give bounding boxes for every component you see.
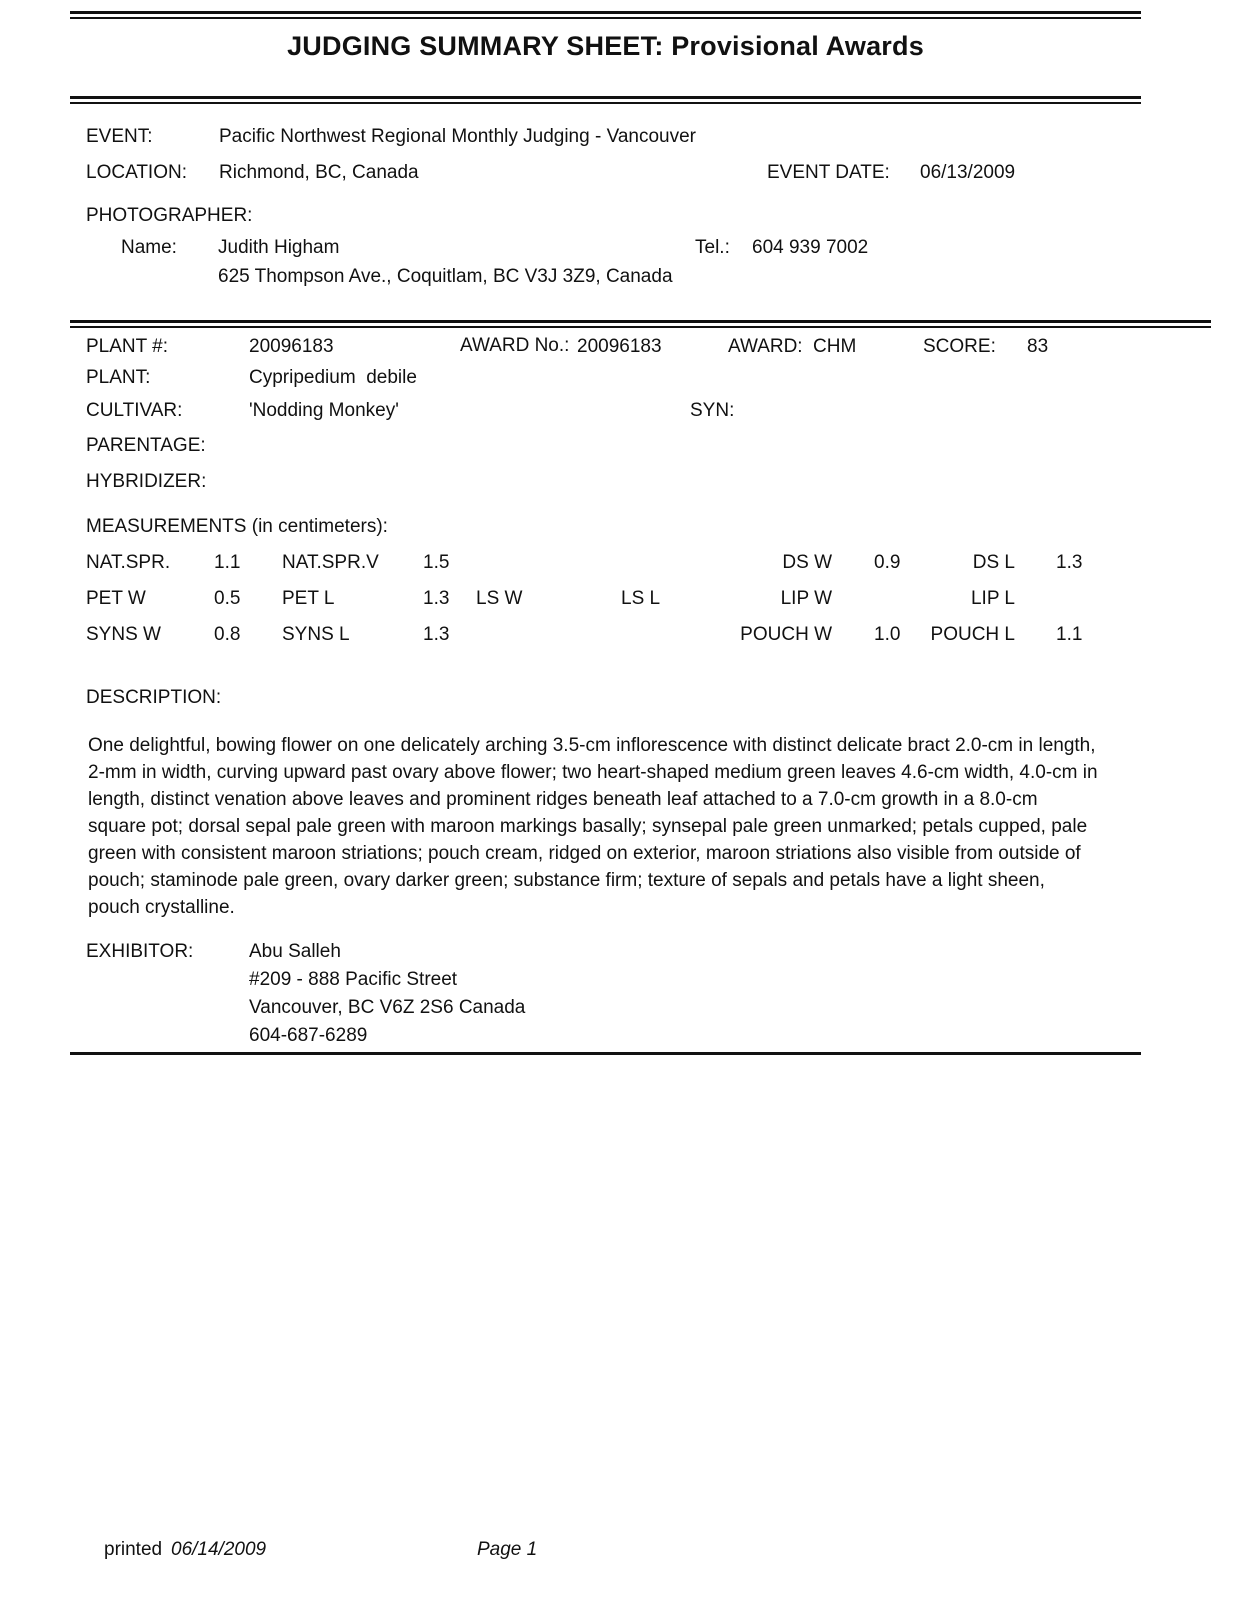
- event-date-value: 06/13/2009: [920, 162, 1016, 183]
- location-label: LOCATION:: [86, 162, 187, 183]
- plant-label: PLANT:: [86, 367, 151, 388]
- lip-l-label: LIP L: [970, 588, 1015, 609]
- plant-name: Cypripedium debile: [249, 367, 417, 388]
- nat-spr-label: NAT.SPR.: [86, 552, 171, 573]
- bottom-rule: [70, 1052, 1141, 1055]
- exhibitor-name: Abu Salleh: [249, 941, 341, 962]
- award-value: CHM: [813, 336, 857, 357]
- parentage-label: PARENTAGE:: [86, 435, 206, 456]
- syns-w-value: 0.8: [214, 624, 241, 645]
- plant-top-rule-1: [70, 320, 1211, 323]
- header-bottom-rule-1: [70, 96, 1141, 99]
- score-value: 83: [1027, 336, 1049, 357]
- pouch-w-value: 1.0: [874, 624, 901, 645]
- score-label: SCORE:: [923, 336, 996, 357]
- pet-w-label: PET W: [86, 588, 146, 609]
- photographer-label: PHOTOGRAPHER:: [86, 205, 253, 226]
- photographer-tel-label: Tel.:: [695, 237, 730, 258]
- plant-top-rule-2: [70, 326, 1211, 328]
- printed-date: 06/14/2009: [171, 1539, 267, 1560]
- description-label: DESCRIPTION:: [86, 687, 222, 708]
- ls-l-label: LS L: [621, 588, 661, 609]
- pouch-w-label: POUCH W: [740, 624, 832, 645]
- pouch-l-value: 1.1: [1056, 624, 1083, 645]
- photographer-name: Judith Higham: [218, 237, 340, 258]
- event-date-label: EVENT DATE:: [767, 162, 890, 183]
- syn-label: SYN:: [690, 400, 735, 421]
- header-bottom-rule-2: [70, 102, 1141, 104]
- ds-w-label: DS W: [782, 552, 832, 573]
- event-value: Pacific Northwest Regional Monthly Judging - Vancouver: [219, 126, 696, 147]
- cultivar-value: 'Nodding Monkey': [249, 400, 399, 421]
- syns-l-label: SYNS L: [282, 624, 350, 645]
- syns-w-label: SYNS W: [86, 624, 161, 645]
- header-top-rule-1: [70, 11, 1141, 14]
- nat-sprv-value: 1.5: [423, 552, 450, 573]
- pet-w-value: 0.5: [214, 588, 241, 609]
- header-top-rule-2: [70, 17, 1141, 19]
- award-number-value: 20096183: [577, 336, 662, 357]
- award-label: AWARD:: [728, 336, 803, 357]
- description-text: One delightful, bowing flower on one delicately arching 3.5-cm inflorescence with distinct delicate bract 2.0-cm in length, 2-mm in width, curving upward past ovary above flower; two heart-shaped medium green leaves 4.6-cm width, 4.0-cm in length, distinct venation above leaves and prominent ridges beneath leaf attached to a 7.0-cm growth in a 8.0-cm square pot; dorsal sepal pale green with maroon markings basally; synsepal pale green unmarked; petals cupped, pale green with consistent maroon striations; pouch cream, ridged on exterior, maroon striations also visible from outside of pouch; staminode pale green, ovary darker green; substance firm; texture of sepals and petals have a light sheen, pouch crystalline.: [88, 735, 1098, 918]
- pet-l-label: PET L: [282, 588, 335, 609]
- printed-label: printed: [104, 1539, 163, 1560]
- event-label: EVENT:: [86, 126, 153, 147]
- award-number-label: AWARD No.:: [460, 335, 570, 356]
- page-title: JUDGING SUMMARY SHEET: Provisional Awards: [287, 31, 924, 61]
- ls-w-label: LS W: [476, 588, 523, 609]
- pouch-l-label: POUCH L: [930, 624, 1015, 645]
- page-number: Page 1: [477, 1539, 538, 1560]
- cultivar-label: CULTIVAR:: [86, 400, 183, 421]
- nat-spr-value: 1.1: [214, 552, 241, 573]
- photographer-tel: 604 939 7002: [752, 237, 869, 258]
- plant-number-value: 20096183: [249, 336, 334, 357]
- photographer-address: 625 Thompson Ave., Coquitlam, BC V3J 3Z9, Canada: [218, 266, 673, 287]
- exhibitor-label: EXHIBITOR:: [86, 941, 194, 962]
- ds-l-label: DS L: [972, 552, 1015, 573]
- photographer-name-label: Name:: [121, 237, 177, 258]
- pet-l-value: 1.3: [423, 588, 450, 609]
- location-value: Richmond, BC, Canada: [219, 162, 419, 183]
- plant-number-label: PLANT #:: [86, 336, 169, 357]
- ds-w-value: 0.9: [874, 552, 901, 573]
- exhibitor-address-line1: #209 - 888 Pacific Street: [249, 969, 458, 990]
- nat-sprv-label: NAT.SPR.V: [282, 552, 379, 573]
- lip-w-label: LIP W: [780, 588, 832, 609]
- exhibitor-phone: 604-687-6289: [249, 1025, 368, 1046]
- hybridizer-label: HYBRIDIZER:: [86, 471, 207, 492]
- measurements-heading: MEASUREMENTS (in centimeters):: [86, 516, 388, 537]
- ds-l-value: 1.3: [1056, 552, 1083, 573]
- exhibitor-address-line2: Vancouver, BC V6Z 2S6 Canada: [249, 997, 526, 1018]
- syns-l-value: 1.3: [423, 624, 450, 645]
